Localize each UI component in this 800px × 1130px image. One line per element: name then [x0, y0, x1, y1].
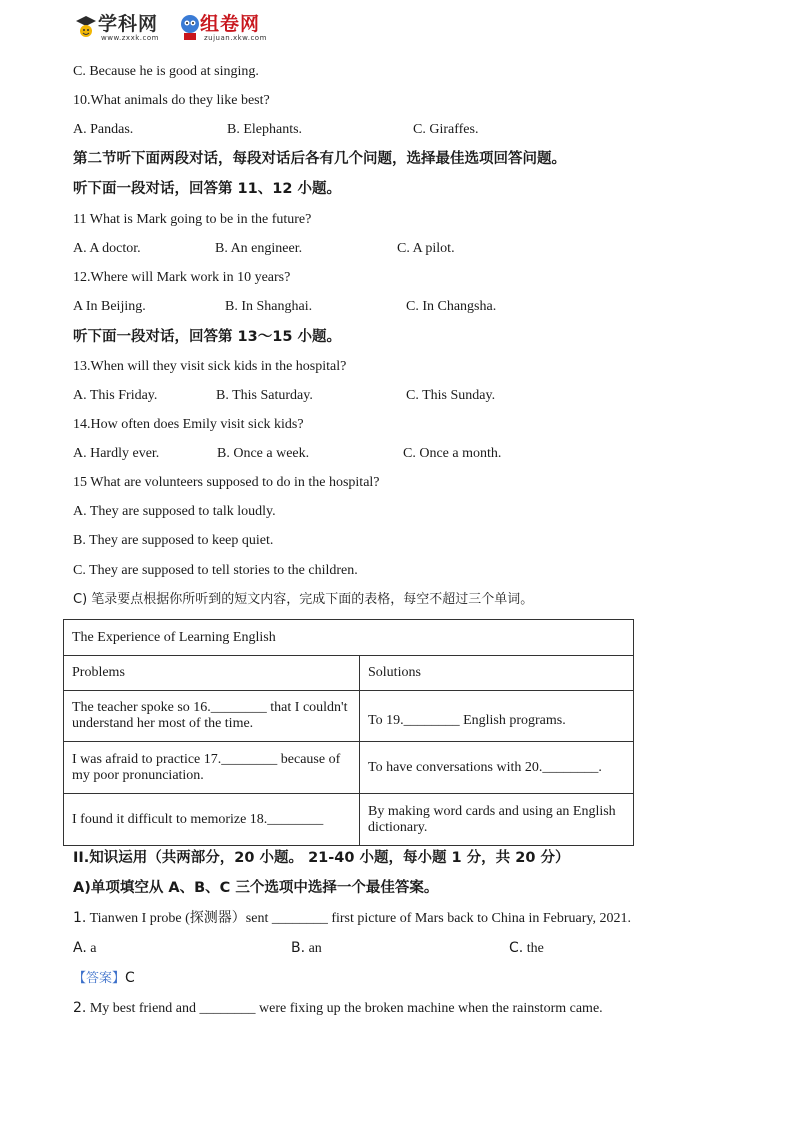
q15-option-c: C. They are supposed to tell stories to the children. — [73, 563, 358, 578]
mc1-option-c — [509, 940, 544, 957]
q11-question: 11 What is Mark going to be in the future? — [73, 212, 312, 227]
solution-cell: To have conversations with 20.________. — [360, 742, 634, 794]
q10-question: 10.What animals do they like best? — [73, 93, 270, 108]
q9-option-c: C. Because he is good at singing. — [73, 64, 259, 79]
problem-cell: I was afraid to practice 17.________ because of my poor pronunciation. — [64, 742, 360, 794]
q14-option-b: B. Once a week. — [217, 446, 310, 461]
option-text: the — [526, 941, 544, 956]
answer-line — [73, 970, 135, 987]
q10-option-c: C. Giraffes. — [413, 122, 479, 137]
table-row — [64, 742, 634, 794]
question-number: 1. — [73, 910, 87, 926]
question-number: 2. — [73, 1000, 87, 1016]
table-title: The Experience of Learning English — [64, 620, 634, 656]
table-row — [64, 691, 634, 742]
solution-cell: By making word cards and using an English dictionary. — [360, 794, 634, 846]
q10-option-a: A. Pandas. — [73, 122, 134, 137]
dialog1-instruction: 听下面一段对话，回答第 11、12 小题。 — [73, 181, 341, 197]
option-label: C. — [509, 940, 524, 956]
option-text: a — [90, 941, 97, 956]
problem-cell: I found it difficult to memorize 18.________ — [64, 794, 360, 846]
table-row — [64, 794, 634, 846]
zujuan-logo-title: 组卷网 — [200, 13, 261, 35]
table-header-problems: Problems — [64, 656, 360, 691]
q12-question: 12.Where will Mark work in 10 years? — [73, 270, 291, 285]
q15-question: 15 What are volunteers supposed to do in the hospital? — [73, 475, 380, 490]
q11-option-c: C. A pilot. — [397, 241, 455, 256]
option-text: an — [308, 941, 322, 956]
option-label: A. — [73, 940, 87, 956]
q14-option-c: C. Once a month. — [403, 446, 502, 461]
mascot-icon — [178, 12, 202, 42]
option-label: B. — [291, 940, 306, 956]
q12-option-c: C. In Changsha. — [406, 299, 497, 314]
mc-question-2 — [73, 1000, 603, 1017]
q13-question: 13.When will they visit sick kids in the hospital? — [73, 359, 347, 374]
answer-label: 【答案】 — [73, 971, 126, 986]
header-logos — [74, 10, 274, 46]
part2-heading: II.知识运用（共两部分，20 小题。 21-40 小题，每小题 1 分，共 20 分） — [73, 850, 570, 866]
q10-option-b: B. Elephants. — [227, 122, 303, 137]
question-text: Tianwen I probe (探测器）sent ________ first picture of Mars back to China in February, 2021. — [89, 911, 631, 926]
question-text: My best friend and ________ were fixing up the broken machine when the rainstorm came. — [89, 1001, 603, 1016]
q13-option-c: C. This Sunday. — [406, 388, 496, 403]
zujuan-logo-url: zujuan.xkw.com — [204, 34, 267, 42]
problem-cell: The teacher spoke so 16.________ that I couldn't understand her most of the time. — [64, 691, 360, 742]
zxxk-logo-title: 学科网 — [98, 13, 159, 35]
section2-instruction: 第二节听下面两段对话，每段对话后各有几个问题，选择最佳选项回答问题。 — [73, 151, 566, 167]
q13-option-b: B. This Saturday. — [216, 388, 313, 403]
q14-option-a: A. Hardly ever. — [73, 446, 160, 461]
q14-question: 14.How often does Emily visit sick kids? — [73, 417, 304, 432]
answer-value: C — [125, 970, 135, 986]
q13-option-a: A. This Friday. — [73, 388, 158, 403]
q11-option-a: A. A doctor. — [73, 241, 141, 256]
q15-option-b: B. They are supposed to keep quiet. — [73, 533, 274, 548]
notes-table — [63, 619, 634, 846]
q12-option-b: B. In Shanghai. — [225, 299, 313, 314]
mc1-option-a — [73, 940, 97, 957]
q15-option-a: A. They are supposed to talk loudly. — [73, 504, 276, 519]
zxxk-logo-url: www.zxxk.com — [101, 34, 159, 42]
part2-sub-a: A)单项填空从 A、B、C 三个选项中选择一个最佳答案。 — [73, 880, 439, 896]
dialog2-instruction: 听下面一段对话，回答第 13～15 小题。 — [73, 329, 341, 345]
mc1-option-b — [291, 940, 322, 957]
table-header-solutions: Solutions — [360, 656, 634, 691]
q11-option-b: B. An engineer. — [215, 241, 303, 256]
mc-question-1 — [73, 910, 631, 927]
solution-cell: To 19.________ English programs. — [360, 691, 634, 742]
graduation-cap-icon — [74, 12, 98, 42]
zxxk-logo[interactable] — [74, 10, 174, 46]
q12-option-a: A In Beijing. — [73, 299, 146, 314]
part-c-instruction: C) 笔录要点根据你所听到的短文内容，完成下面的表格，每空不超过三个单词。 — [73, 592, 534, 607]
zujuan-logo[interactable] — [178, 10, 274, 46]
